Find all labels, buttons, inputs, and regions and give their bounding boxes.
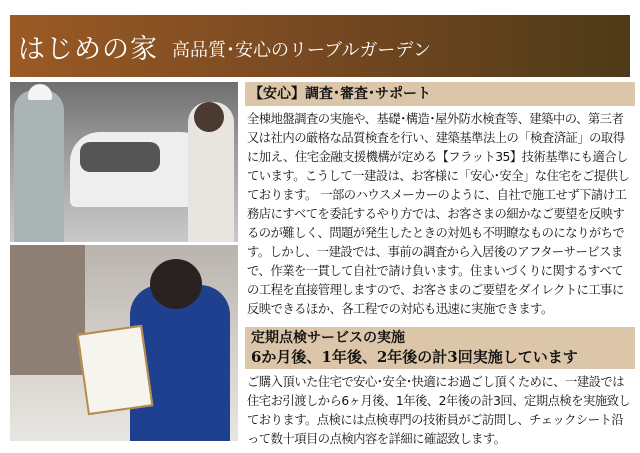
photo-inspector-with-checklist xyxy=(10,245,238,441)
title-banner xyxy=(10,15,630,77)
section-heading-inspection xyxy=(245,327,635,369)
section-body-safety: 全棟地盤調査の実施や、基礎･構造･屋外防水検査等、建築中の、第三者又は社内の厳格な品質検査を行い、建築基準法上の「検査済証」の取得に加え、住宅金融支援機構が定める【フラット35】技術基準にも適合しています。こうして一建設は、お客様に「安心･安全」な住宅をご提供しております。 一部のハウスメーカーのように、自社で施工せず下請け工務店にすべてを委託するやり方では、お客さまの細かなご要望を反映するのが難しく、問題が発生したときの対処も不明瞭なものになりがちです。しかし、一建設では、事前の調査から入居後のアフターサービスまで、作業を一貫して自社で請け負います。住まいづくりに関するすべての工程を直接管理しますので、お客さまのご要望をダイレクトに工事に反映できるほか、各工程での対応も迅速に実施できます。 xyxy=(247,112,630,316)
heading-line-1: 定期点検サービスの実施 xyxy=(251,330,405,346)
heading-line-2: 6か月後、1年後、2年後の計3回実施しています xyxy=(251,348,578,366)
brand-name: はじめの家 xyxy=(18,33,158,65)
tagline: 高品質･安心のリーブルガーデン xyxy=(172,40,432,61)
section-heading-safety: 【安心】調査･審査･サポート xyxy=(245,82,635,106)
section-body-inspection: ご購入頂いた住宅で安心･安全･快適にお過ごし頂くために、一建設では住宅お引渡しから6ヶ月後、1年後、2年後の計3回、定期点検を実施致しております。点検には点検専門の技術員がご訪問し、チェックシート沿って数十項目の点検内容を詳細に確認致します。 xyxy=(247,375,631,446)
photo-inspectors-at-house xyxy=(10,82,238,242)
content-column xyxy=(245,82,635,453)
